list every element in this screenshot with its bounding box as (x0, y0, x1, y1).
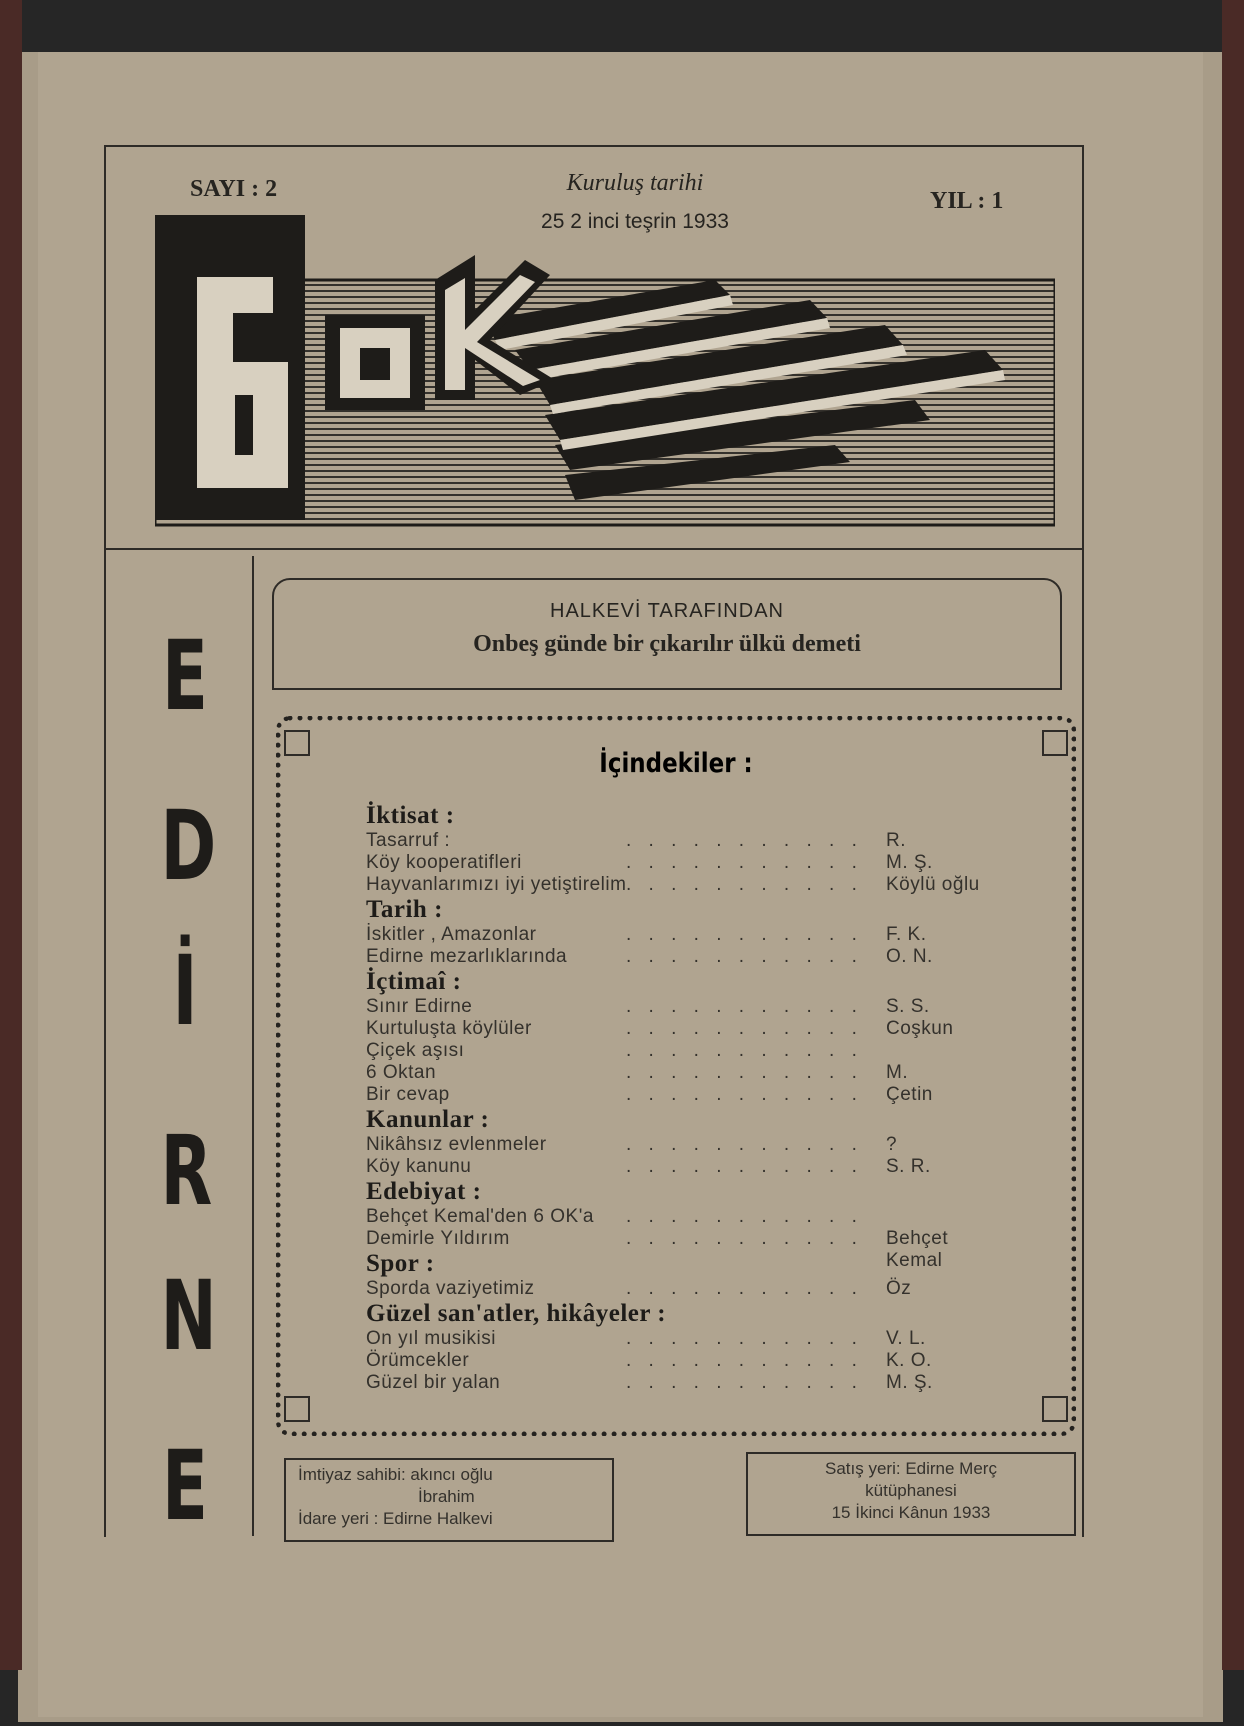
toc-entry-author: S. S. (886, 996, 930, 1017)
owner-name: İbrahim (418, 1487, 475, 1506)
toc-entry-title: Bir cevap (366, 1084, 450, 1105)
publisher-info-box (284, 1458, 614, 1542)
left-binding (0, 0, 22, 1670)
toc-entry-title: Güzel bir yalan (366, 1372, 501, 1393)
toc-entry (366, 852, 986, 874)
toc-entry (366, 1350, 986, 1372)
toc-leader-dots: . . . . . . . . . . . (626, 874, 863, 895)
toc-leader-dots: . . . . . . . . . . . (626, 996, 863, 1017)
toc-entry-author: ? (886, 1134, 898, 1155)
publisher-banner (272, 578, 1062, 690)
toc-entry-title: Kurtuluşta köylüler (366, 1018, 532, 1039)
toc-entry-title: İskitler , Amazonlar (366, 924, 537, 945)
toc-leader-dots: . . . . . . . . . . . (626, 1328, 863, 1349)
toc-entry (366, 874, 986, 896)
toc-entry-author: F. K. (886, 924, 927, 945)
sales-place: kütüphanesi (865, 1481, 957, 1500)
toc-section-heading: İçtimaî : (366, 968, 462, 995)
toc-leader-dots: . . . . . . . . . . . (626, 852, 863, 873)
toc-entry-author: K. O. (886, 1350, 932, 1371)
issue-number: SAYI : 2 (190, 176, 278, 202)
issue-date: 15 İkinci Kânun 1933 (831, 1503, 991, 1522)
toc-entry-author: V. L. (886, 1328, 926, 1349)
toc-entry-author: Coşkun (886, 1018, 954, 1039)
corner-ornament (1042, 1396, 1068, 1422)
toc-entry (366, 1018, 986, 1040)
corner-ornament (1042, 730, 1068, 756)
toc-entry-title: Sınır Edirne (366, 996, 473, 1017)
toc-section-heading: Tarih : (366, 896, 443, 923)
masthead-divider (104, 548, 1084, 550)
toc-entry (366, 1062, 986, 1084)
corner-ornament (284, 1396, 310, 1422)
founded-date: 25 2 inci teşrin 1933 (541, 210, 729, 233)
toc-entry-title: Çiçek aşısı (366, 1040, 465, 1061)
toc-entry-author: M. (886, 1062, 909, 1083)
sidebar-letter-d: D (160, 790, 217, 902)
toc-leader-dots: . . . . . . . . . . . (626, 1134, 863, 1155)
sidebar-divider (252, 556, 254, 1536)
owner-line: İmtiyaz sahibi: akıncı oğlu (298, 1465, 493, 1484)
toc-entry-title: Edirne mezarlıklarında (366, 946, 568, 967)
toc-leader-dots: . . . . . . . . . . . (626, 1278, 863, 1299)
toc-entry-author: Behçet Kemal (886, 1228, 949, 1271)
toc-entry-title: Köy kooperatifleri (366, 852, 522, 873)
toc-entry (366, 1156, 986, 1178)
toc-entry-author: Öz (886, 1278, 912, 1299)
sidebar-letter-e: E (162, 620, 208, 732)
toc-entry-author: R. (886, 830, 906, 851)
toc-entry (366, 1134, 986, 1156)
toc-entry-title: Köy kanunu (366, 1156, 472, 1177)
toc-leader-dots: . . . . . . . . . . . (626, 1084, 863, 1105)
banner-tagline: Onbeş günde bir çıkarılır ülkü demeti (473, 631, 861, 657)
toc-entry-title: Behçet Kemal'den 6 OK'a (366, 1206, 594, 1227)
year-number: YIL : 1 (930, 188, 1004, 214)
toc-leader-dots: . . . . . . . . . . . (626, 946, 863, 967)
toc-entry (366, 1084, 986, 1106)
toc-leader-dots: . . . . . . . . . . . (626, 1372, 863, 1393)
toc-leader-dots: . . . . . . . . . . . (626, 1156, 863, 1177)
toc-leader-dots: . . . . . . . . . . . (626, 1018, 863, 1039)
toc-leader-dots: . . . . . . . . . . . (626, 1228, 863, 1249)
banner-line-1: HALKEVİ TARAFINDAN (550, 600, 784, 622)
toc-entry-title: Nikâhsız evlenmeler (366, 1134, 547, 1155)
office-line: İdare yeri : Edirne Halkevi (298, 1509, 493, 1528)
toc-leader-dots: . . . . . . . . . . . (626, 1062, 863, 1083)
toc-entry-title: Tasarruf : (366, 830, 451, 851)
toc-entry (366, 946, 986, 968)
toc-entry-title: Örümcekler (366, 1350, 470, 1371)
toc-entry (366, 1372, 986, 1394)
toc-leader-dots: . . . . . . . . . . . (626, 1350, 863, 1371)
toc-entry-author: Köylü oğlu (886, 874, 980, 895)
right-binding (1222, 0, 1244, 1670)
toc-leader-dots: . . . . . . . . . . . (626, 924, 863, 945)
sidebar-letter-i: İ (172, 935, 198, 1047)
sidebar-letter-n: N (160, 1260, 217, 1372)
toc-entry (366, 1328, 986, 1350)
corner-ornament (284, 730, 310, 756)
toc-entry (366, 996, 986, 1018)
toc-entry (366, 1040, 986, 1062)
toc-entry-title: 6 Oktan (366, 1062, 437, 1083)
sales-info-box (746, 1452, 1076, 1536)
toc-section-heading: Kanunlar : (366, 1106, 490, 1133)
toc-entry-title: On yıl musikisi (366, 1328, 496, 1349)
toc-entry-author: M. Ş. (886, 852, 933, 873)
sales-line: Satış yeri: Edirne Merç (825, 1459, 997, 1478)
toc-entry-title: Demirle Yıldırım (366, 1228, 510, 1249)
toc-entry (366, 830, 986, 852)
toc-leader-dots: . . . . . . . . . . . (626, 1206, 863, 1227)
toc-section-heading: Güzel san'atler, hikâyeler : (366, 1300, 667, 1327)
sidebar-letter-e2: E (162, 1430, 208, 1542)
toc-section-heading: Edebiyat : (366, 1178, 482, 1205)
toc-entry (366, 924, 986, 946)
founded-label: Kuruluş tarihi (566, 170, 704, 196)
toc-section-heading: Spor : (366, 1250, 435, 1277)
toc-entry-author: Çetin (886, 1084, 933, 1105)
toc-entry-author: S. R. (886, 1156, 931, 1177)
toc-entry-title: Hayvanlarımızı iyi yetiştirelim (366, 874, 627, 895)
toc-entry (366, 1206, 986, 1228)
toc-entry-author: M. Ş. (886, 1372, 933, 1393)
toc-entry-author: O. N. (886, 946, 933, 967)
toc-section-heading: İktisat : (366, 802, 455, 829)
toc-leader-dots: . . . . . . . . . . . (626, 1040, 863, 1061)
toc-entry (366, 1278, 986, 1300)
toc-entry-title: Sporda vaziyetimiz (366, 1278, 535, 1299)
table-of-contents (276, 716, 1076, 1436)
toc-title: İçindekiler : (599, 748, 753, 779)
toc-leader-dots: . . . . . . . . . . . (626, 830, 863, 851)
six-ok-logo (155, 200, 1055, 530)
sidebar-letter-r: R (160, 1115, 213, 1227)
